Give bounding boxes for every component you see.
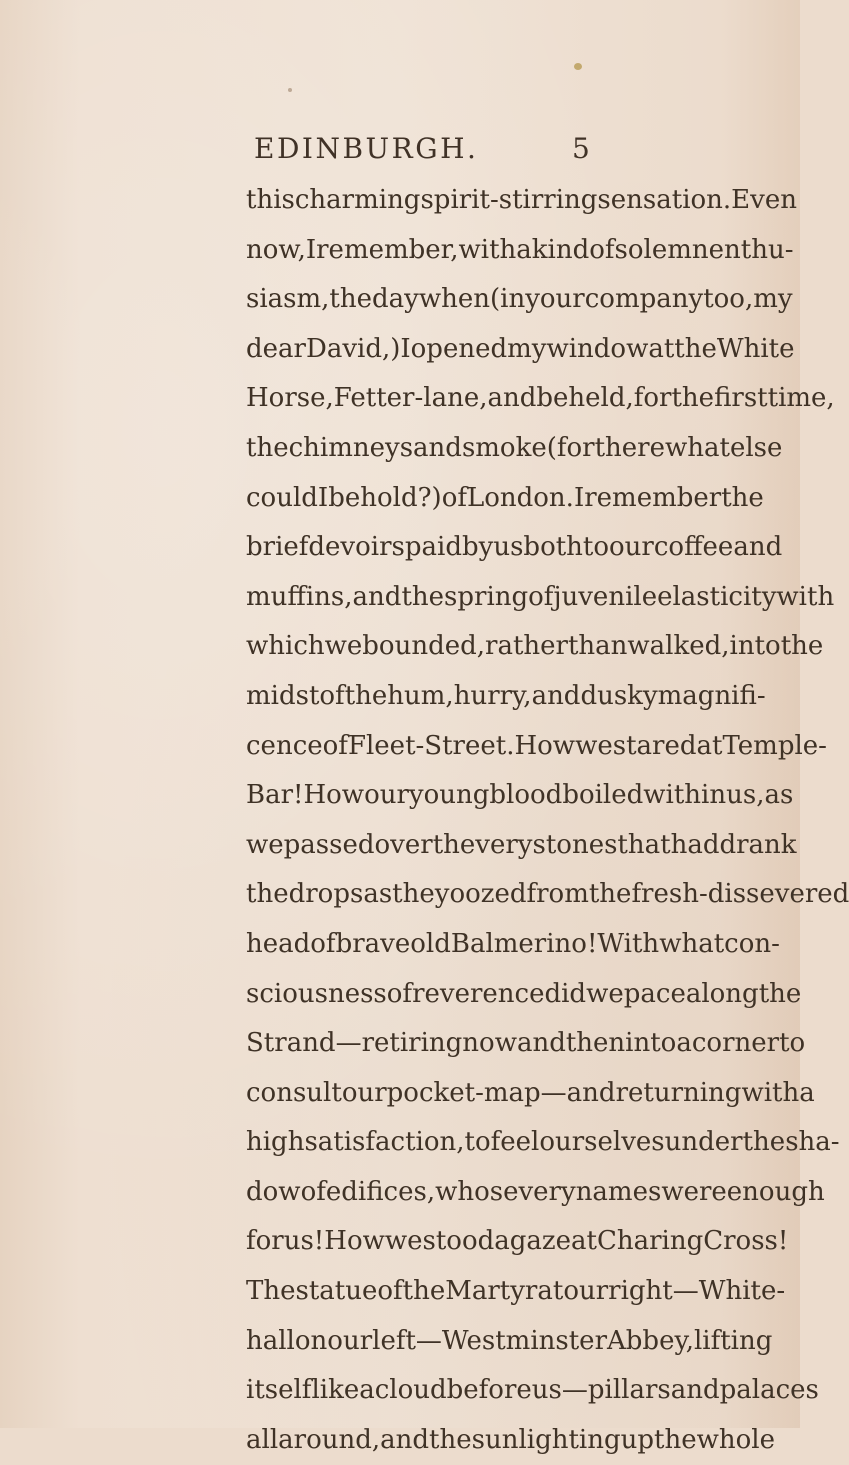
word: How [324, 1226, 385, 1257]
word: passed [283, 829, 375, 860]
word: solemn [614, 234, 709, 265]
word: lighting [518, 1424, 621, 1455]
word: smoke [461, 432, 547, 463]
text-line [246, 1416, 775, 1465]
text-line [246, 1317, 773, 1367]
text-line [246, 771, 794, 821]
word: whose [435, 1176, 519, 1207]
word: edifices, [325, 1176, 436, 1207]
word: they [392, 879, 450, 910]
word: we [246, 829, 284, 860]
word: as [363, 879, 393, 910]
word: sensation. [597, 185, 732, 215]
word: a [516, 234, 532, 265]
word: satisfaction, [304, 1127, 465, 1158]
word: and [516, 1028, 566, 1059]
word: and [733, 532, 783, 563]
text-line [246, 176, 797, 226]
word: from [526, 879, 589, 910]
word: us [493, 532, 524, 563]
word: we [384, 1226, 423, 1257]
word: Temple- [722, 730, 827, 761]
word: of [528, 581, 554, 612]
word: as [764, 780, 794, 811]
word: under [664, 1127, 743, 1158]
word: of [322, 730, 348, 761]
word: company [584, 284, 704, 315]
word: with [741, 1077, 800, 1108]
word: paid [404, 532, 462, 563]
word: feel [490, 1127, 540, 1158]
word: corner [691, 1028, 780, 1059]
word: had [670, 829, 720, 860]
word: of [310, 928, 336, 959]
word: there [594, 432, 665, 463]
word: a [799, 1077, 815, 1108]
running-title: EDINBURGH. [254, 132, 479, 165]
word: us, [726, 780, 765, 811]
word: With [597, 928, 660, 959]
word: Charing [596, 1226, 704, 1257]
word: (for [546, 432, 595, 463]
word: names [575, 1176, 662, 1207]
word: of [319, 680, 345, 711]
word: pocket-map—and [386, 1077, 616, 1108]
word: our [563, 1276, 609, 1307]
word: con- [724, 928, 780, 959]
word: and [352, 581, 402, 612]
word: around, [278, 1424, 381, 1455]
word: cence [246, 730, 323, 761]
word: then [565, 1028, 626, 1059]
word: Bar! [246, 780, 304, 811]
word: spirit-stirring [420, 185, 598, 215]
word: of [300, 1176, 326, 1207]
word: the [780, 631, 824, 662]
word: I [305, 234, 317, 265]
word: Fetter-lane, [333, 383, 488, 414]
word: all [246, 1424, 279, 1455]
word: David,) [305, 333, 401, 364]
word: my [753, 284, 793, 315]
word: blood [489, 780, 563, 811]
word: old [410, 928, 451, 959]
word: of [386, 978, 413, 1009]
word: pace [623, 978, 686, 1009]
word: oozed [449, 879, 527, 910]
word: at [648, 333, 675, 364]
word: midst [246, 680, 320, 711]
word: our [364, 780, 409, 811]
word: at [537, 1276, 564, 1307]
word: statue [295, 1276, 378, 1307]
word: boiled [562, 780, 644, 811]
word: our [327, 1325, 373, 1356]
word: rather [485, 631, 568, 662]
word: enough [726, 1176, 825, 1207]
word: Strand—retiring [246, 1028, 463, 1059]
text-line [246, 622, 824, 672]
word: Abbey, [607, 1325, 694, 1356]
paper-speck [574, 63, 582, 70]
word: into [625, 1028, 677, 1059]
word: over [374, 829, 433, 860]
word: How [303, 780, 365, 811]
word: (in [490, 284, 526, 315]
word: right—White- [608, 1276, 786, 1307]
word: your [525, 284, 585, 315]
word: walked, [627, 631, 730, 662]
word: to [582, 532, 610, 563]
text-line [246, 325, 795, 375]
word: lifting [693, 1325, 773, 1356]
word: London. [466, 482, 574, 513]
text-line [246, 970, 802, 1020]
word: hum, [387, 680, 454, 711]
word: now, [246, 234, 306, 265]
text-line [246, 1267, 786, 1317]
word: hall [246, 1325, 295, 1356]
word: the [588, 879, 632, 910]
text-line [246, 474, 764, 524]
word: behold?) [328, 482, 442, 513]
text-line [246, 573, 835, 623]
word: chimneys [288, 432, 414, 463]
word: now [462, 1028, 517, 1059]
text-line [246, 1168, 825, 1218]
word: that [617, 829, 671, 860]
text-line [246, 1069, 815, 1119]
text-line [246, 821, 797, 871]
word: very [518, 1176, 576, 1207]
word: dear [246, 333, 306, 364]
word: high [246, 1127, 305, 1158]
word: drank [719, 829, 797, 860]
word: at [696, 730, 723, 761]
text-line [246, 1366, 819, 1416]
paper-speck-small [288, 88, 292, 92]
word: brave [335, 928, 411, 959]
word: by [461, 532, 494, 563]
word: dow [246, 1176, 301, 1207]
word: the [246, 879, 289, 910]
word: devoirs [308, 532, 405, 563]
word: itself [246, 1375, 312, 1406]
word: siasm, [246, 284, 330, 315]
word: the [721, 482, 764, 513]
word: along [685, 978, 759, 1009]
word: for [246, 1226, 284, 1257]
word: juvenile [553, 581, 658, 612]
word: the [329, 284, 373, 315]
word: with [776, 581, 835, 612]
word: the [429, 1424, 472, 1455]
word: left—Westminster [372, 1325, 608, 1356]
word: drops [288, 879, 364, 910]
word: on [294, 1325, 328, 1356]
word: stared [612, 730, 697, 761]
word: a [359, 1375, 375, 1406]
word: were [661, 1176, 727, 1207]
word: than [567, 631, 628, 662]
text-line [246, 275, 793, 325]
word: could [246, 482, 318, 513]
word: returning [615, 1077, 742, 1108]
word: charming [294, 185, 421, 215]
text-line [246, 1217, 789, 1267]
word: for [633, 383, 672, 414]
text-line [246, 424, 783, 474]
word: and [380, 1424, 430, 1455]
word: like [311, 1375, 360, 1406]
word: very [475, 829, 533, 860]
text-line [246, 1118, 840, 1168]
word: when [418, 284, 490, 315]
word: Even [731, 185, 797, 215]
word: Martyr [445, 1276, 538, 1307]
word: brief [246, 532, 309, 563]
word: of [589, 234, 615, 265]
word: remember, [316, 234, 459, 265]
word: window [546, 333, 649, 364]
word: what [659, 928, 725, 959]
word: agaze [494, 1226, 571, 1257]
word: I [317, 482, 329, 513]
word: The [246, 1276, 296, 1307]
word: first [714, 383, 768, 414]
word: White [716, 333, 795, 364]
word: up [620, 1424, 655, 1455]
text-line [246, 870, 849, 920]
word: to [779, 1028, 806, 1059]
text-line [246, 722, 827, 772]
word: sun [471, 1424, 519, 1455]
word: at [571, 1226, 597, 1257]
word: within [643, 780, 727, 811]
word: we [324, 631, 363, 662]
word: which [246, 631, 325, 662]
word: dusky [580, 680, 658, 711]
word: day [372, 284, 419, 315]
word: us! [283, 1226, 325, 1257]
text-line [246, 672, 766, 722]
word: the [654, 1424, 697, 1455]
word: magnifi- [657, 680, 766, 711]
word: palaces [719, 1375, 819, 1406]
word: hurry, [453, 680, 532, 711]
word: young [408, 780, 490, 811]
text-line [246, 226, 794, 276]
page-number: 5 [572, 132, 590, 165]
word: the [401, 581, 445, 612]
word: kind [531, 234, 590, 265]
word: we [586, 978, 624, 1009]
word: opened [410, 333, 508, 364]
text-line [246, 523, 783, 573]
word: coffee [653, 532, 734, 563]
word: fresh-dissevered [631, 879, 849, 910]
word: else [729, 432, 783, 463]
word: and [413, 432, 462, 463]
word: How [514, 730, 576, 761]
word: muffins, [246, 581, 353, 612]
word: ourselves [539, 1127, 665, 1158]
word: this [246, 185, 295, 215]
word: of [441, 482, 467, 513]
word: and [670, 1375, 720, 1406]
word: us—pillars [531, 1375, 671, 1406]
word: I [573, 482, 585, 513]
text-line [246, 1019, 806, 1069]
word: time, [767, 383, 835, 414]
word: our [341, 1077, 387, 1108]
word: stones [532, 829, 618, 860]
word: too, [703, 284, 754, 315]
body-text [246, 176, 849, 1465]
word: and [487, 383, 537, 414]
running-head [0, 132, 800, 172]
word: Fleet-Street. [347, 730, 515, 761]
text-line [246, 374, 835, 424]
word: enthu- [708, 234, 794, 265]
word: spring [444, 581, 529, 612]
word: the [671, 383, 715, 414]
word: stood [422, 1226, 495, 1257]
word: both [523, 532, 583, 563]
word: remember [584, 482, 722, 513]
word: beheld, [536, 383, 634, 414]
word: and [531, 680, 581, 711]
word: before [446, 1375, 532, 1406]
word: consult [246, 1077, 342, 1108]
word: bounded, [362, 631, 486, 662]
word: my [507, 333, 547, 364]
word: the [344, 680, 388, 711]
word: sha- [785, 1127, 840, 1158]
word: Cross! [703, 1226, 789, 1257]
text-line [246, 920, 780, 970]
word: the [758, 978, 802, 1009]
word: what [665, 432, 730, 463]
word: into [729, 631, 781, 662]
word: the [742, 1127, 786, 1158]
word: the [674, 333, 717, 364]
word: head [246, 928, 311, 959]
word: with [458, 234, 517, 265]
word: the [432, 829, 476, 860]
word: the [246, 432, 289, 463]
word: did [544, 978, 587, 1009]
word: reverence [412, 978, 545, 1009]
word: whole [696, 1424, 775, 1455]
word: Balmerino! [450, 928, 598, 959]
word: to [464, 1127, 491, 1158]
word: the [402, 1276, 446, 1307]
word: cloud [374, 1375, 447, 1406]
word: we [575, 730, 613, 761]
word: I [400, 333, 411, 364]
word: of [377, 1276, 403, 1307]
word: elasticity [657, 581, 777, 612]
word: a [676, 1028, 692, 1059]
word: Horse, [246, 383, 334, 414]
word: our [609, 532, 654, 563]
word: sciousness [246, 978, 387, 1009]
